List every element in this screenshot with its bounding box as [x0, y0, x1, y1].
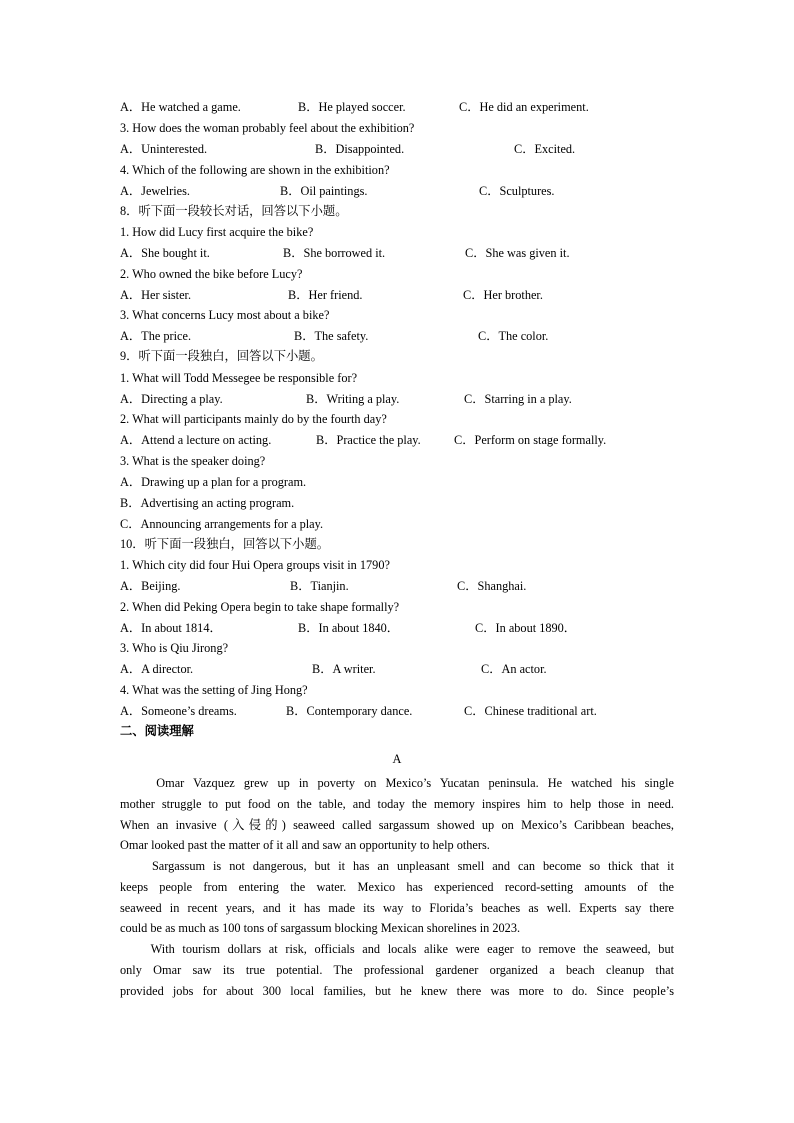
answer-option: B．She borrowed it.	[283, 246, 386, 260]
question-line: 9．听下面一段独白，回答以下小题。	[120, 349, 323, 363]
answer-option: C．Her brother.	[463, 288, 543, 302]
answer-option: A．Someone’s dreams.	[120, 704, 237, 718]
question-line: 3. How does the woman probably feel about the exhibition?	[120, 121, 415, 135]
question-line: B．Advertising an acting program.	[120, 496, 295, 510]
answer-option: B．Contemporary dance.	[286, 704, 413, 718]
answer-option: C．He did an experiment.	[459, 100, 589, 114]
question-line: 3. What is the speaker doing?	[120, 454, 266, 468]
passage-title: A	[392, 752, 402, 766]
question-line: A．Drawing up a plan for a program.	[120, 475, 307, 489]
question-line: 3. Who is Qiu Jirong?	[120, 641, 229, 655]
answer-option: A．Jewelries.	[120, 184, 191, 198]
question-line: C．Announcing arrangements for a play.	[120, 517, 324, 531]
paragraph-line: Omar looked past the matter of it all and saw an opportunity to help others.	[120, 838, 490, 853]
answer-option: B．In about 1840．	[298, 621, 400, 635]
answer-option: B．Tianjin.	[290, 579, 349, 593]
answer-option: C．Shanghai.	[457, 579, 527, 593]
paragraph-line: keeps people from entering the water. Mexico has experienced record-setting amounts of the	[120, 879, 674, 894]
paragraph-line: Omar Vazquez grew up in poverty on Mexico’s Yucatan peninsula. He watched his single	[120, 776, 674, 790]
question-line: 1. What will Todd Messegee be responsible for?	[120, 371, 358, 385]
answer-option: B．The safety.	[294, 329, 369, 343]
answer-option: A．Attend a lecture on acting.	[120, 433, 272, 447]
paragraph-line: provided jobs for about 300 local families, but he knew there was more to do. Since people’s	[120, 983, 674, 998]
answer-option: C．The color.	[478, 329, 549, 343]
answer-option: A．She bought it.	[120, 246, 210, 260]
paragraph-line: Sargassum is not dangerous, but it has an unpleasant smell and can become so thick that it	[120, 859, 675, 873]
answer-option: A．Directing a play.	[120, 392, 223, 406]
answer-option: A．He watched a game.	[120, 100, 241, 114]
passage-paragraph	[120, 939, 674, 1001]
answer-option: B．A writer.	[312, 662, 376, 676]
question-line: 8．听下面一段较长对话，回答以下小题。	[120, 204, 348, 218]
paragraph-line: only Omar saw its true potential. The professional gardener organized a beach cleanup that	[120, 962, 674, 977]
paragraph-line: could be as much as 100 tons of sargassum blocking Mexican shorelines in 2023.	[120, 921, 521, 936]
passage-paragraph	[120, 856, 674, 939]
answer-option: C．In about 1890．	[475, 621, 577, 635]
question-line: 2. What will participants mainly do by the fourth day?	[120, 412, 387, 426]
answer-option: C．Perform on stage formally.	[454, 433, 607, 447]
question-line: 1. Which city did four Hui Opera groups visit in 1790?	[120, 558, 390, 572]
answer-option: B．Disappointed.	[315, 142, 405, 156]
answer-option: C．Chinese traditional art.	[464, 704, 597, 718]
answer-option: B．Practice the play.	[316, 433, 421, 447]
answer-option: A．A director.	[120, 662, 194, 676]
answer-option: C．Starring in a play.	[464, 392, 572, 406]
answer-option: A．Uninterested.	[120, 142, 208, 156]
question-line: 2. When did Peking Opera begin to take shape formally?	[120, 600, 400, 614]
answer-option: C．Sculptures.	[479, 184, 555, 198]
question-line: 2. Who owned the bike before Lucy?	[120, 267, 303, 281]
question-line: 4. What was the setting of Jing Hong?	[120, 683, 308, 697]
answer-option: C．Excited.	[514, 142, 576, 156]
answer-option: A．The price.	[120, 329, 192, 343]
question-line: 3. What concerns Lucy most about a bike?	[120, 308, 330, 322]
paragraph-line: With tourism dollars at risk, officials and locals alike were eager to remove the seaweed, but	[120, 942, 675, 956]
answer-option: A．Beijing.	[120, 579, 181, 593]
answer-option: C．An actor.	[481, 662, 547, 676]
question-line: 10．听下面一段独白，回答以下小题。	[120, 537, 330, 551]
passage-paragraph	[120, 773, 674, 856]
question-line: 1. How did Lucy first acquire the bike?	[120, 225, 314, 239]
answer-option: A．In about 1814．	[120, 621, 222, 635]
paragraph-line: mother struggle to put food on the table, and today the memory inspires him to help those in need.	[120, 796, 674, 811]
paragraph-line: seaweed in recent years, and it has made its way to Florida’s beaches as well. Experts say there	[120, 900, 674, 915]
paragraph-line: When an invasive (入侵的) seaweed called sargassum showed up on Mexico’s Caribbean beaches,	[120, 817, 674, 832]
question-line: 4. Which of the following are shown in the exhibition?	[120, 163, 390, 177]
section-heading: 二、阅读理解	[120, 724, 194, 738]
answer-option: B．Her friend.	[288, 288, 363, 302]
answer-option: B．Writing a play.	[306, 392, 400, 406]
answer-option: C．She was given it.	[465, 246, 570, 260]
answer-option: B．He played soccer.	[298, 100, 406, 114]
answer-option: A．Her sister.	[120, 288, 192, 302]
answer-option: B．Oil paintings.	[280, 184, 368, 198]
